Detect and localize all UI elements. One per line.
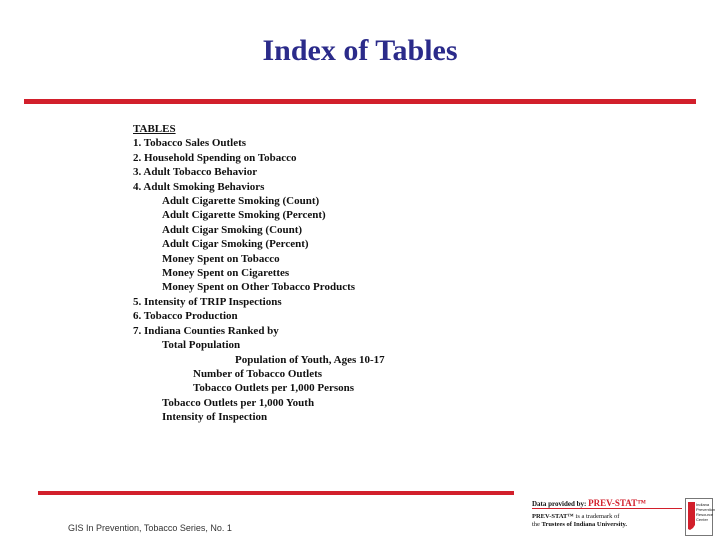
toc-item: Tobacco Outlets per 1,000 Youth — [162, 396, 315, 409]
toc-item: Money Spent on Other Tobacco Products — [162, 281, 356, 294]
title-divider — [24, 99, 696, 104]
data-credit — [532, 498, 716, 538]
toc-item: 3. Adult Tobacco Behavior — [133, 166, 258, 179]
toc-item: Adult Cigar Smoking (Count) — [162, 223, 303, 236]
indiana-state-icon — [687, 501, 696, 531]
logo-caption — [696, 502, 715, 522]
footer-divider — [38, 491, 514, 495]
toc-item: Tobacco Outlets per 1,000 Persons — [193, 382, 355, 395]
data-provided-label — [532, 498, 646, 508]
logo-line: Prevention — [696, 507, 716, 512]
toc-item: Total Population — [162, 339, 241, 352]
toc-item: 4. Adult Smoking Behaviors — [133, 180, 265, 193]
credit-divider — [532, 508, 682, 509]
table-of-contents — [133, 122, 385, 425]
trademark-owner: Trustees of Indiana University. — [541, 521, 628, 528]
trademark-brand: PREV-STAT™ — [532, 513, 574, 520]
prevstat-brand: PREV-STAT™ — [588, 498, 647, 508]
toc-heading: TABLES — [133, 123, 176, 135]
trademark-line-1 — [532, 513, 619, 520]
logo-line: Center — [696, 517, 709, 522]
toc-item: Money Spent on Cigarettes — [162, 267, 290, 280]
toc-item: 6. Tobacco Production — [133, 310, 238, 323]
logo-line: Indiana — [696, 502, 710, 507]
toc-item: 7. Indiana Counties Ranked by — [133, 324, 279, 337]
trademark-pre: the — [532, 521, 542, 528]
toc-item: 1. Tobacco Sales Outlets — [133, 137, 247, 150]
toc-item: Adult Cigarette Smoking (Count) — [162, 195, 320, 208]
toc-item: 5. Intensity of TRIP Inspections — [133, 295, 282, 308]
toc-item: 2. Household Spending on Tobacco — [133, 151, 297, 164]
toc-item: Adult Cigar Smoking (Percent) — [162, 238, 309, 251]
prevention-center-logo — [685, 498, 716, 536]
provided-by-text: Data provided by: — [532, 500, 587, 508]
toc-item: Number of Tobacco Outlets — [193, 367, 323, 380]
toc-item: Money Spent on Tobacco — [162, 252, 280, 265]
logo-line: Resource — [696, 512, 714, 517]
slide-title: Index of Tables — [262, 34, 458, 67]
trademark-line-2 — [532, 521, 627, 528]
toc-item: Population of Youth, Ages 10-17 — [235, 353, 385, 366]
series-footer: GIS In Prevention, Tobacco Series, No. 1 — [68, 523, 232, 533]
trademark-rest: is a trademark of — [573, 513, 620, 520]
toc-item: Intensity of Inspection — [162, 411, 268, 424]
toc-item: Adult Cigarette Smoking (Percent) — [162, 209, 326, 222]
